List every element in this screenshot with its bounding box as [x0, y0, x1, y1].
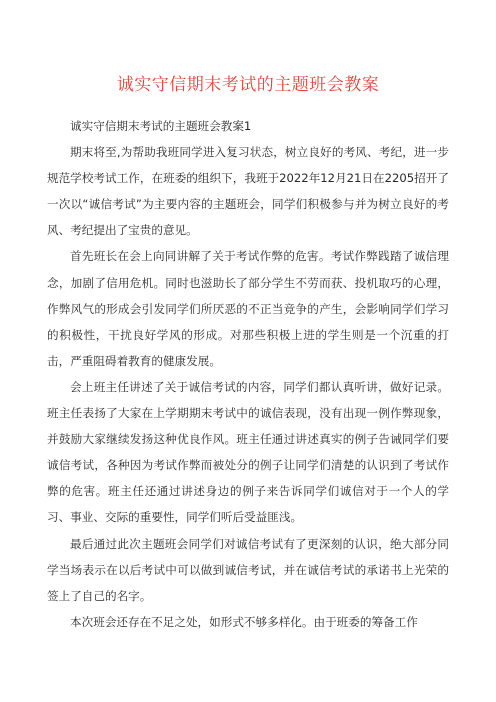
- document-body: [47, 113, 449, 635]
- paragraph-conclusion: 最后通过此次主题班会同学们对诚信考试有了更深刻的认识，绝大部分同学当场表示在以后考试中可以做到诚信考试，并在诚信考试的承诺书上光荣的签上了自己的名字。: [47, 536, 449, 603]
- paragraph-monitor-speech: 首先班长在会上向同讲解了关于考试作弊的危害。考试作弊践踏了诚信理念，加剧了信用危机。同时也滋助长了部分学生不劳而获、投机取巧的心理，作弊风气的形成会引发同学们所厌恶的不正当竞争的产生，会影响同学们学习的积极性，干扰良好学风的形成。对那些积极上进的学生则是一个沉重的打击，严重阻碍着教育的健康发展。: [47, 249, 449, 368]
- paragraph-teacher-speech: 会上班主任讲述了关于诚信考试的内容，同学们都认真听讲，做好记录。班主任表扬了大家在上学期期末考试中的诚信表现，没有出现一例作弊现象，并鼓励大家继续发扬这种优良作风。班主任通过讲述真实的例子告诫同学们要诚信考试，各种因为考试作弊而被处分的例子让同学们清楚的认识到了考试作弊的危害。班主任还通过讲述身边的例子来告诉同学们诚信对于一个人的学习、事业、交际的重要性，同学们听后受益匪浅。: [47, 379, 449, 525]
- lesson-plan-heading: 诚实守信期末考试的主题班会教案1: [70, 119, 252, 133]
- paragraph-shortcomings: 本次班会还存在不足之处，如形式不够多样化。由于班委的筹备工作: [70, 614, 418, 629]
- document-title: 诚实守信期末考试的主题班会教案: [116, 75, 380, 96]
- paragraph-intro: 期末将至,为帮助我班同学进入复习状态，树立良好的考风、考纪，进一步规范学校考试工作，在班委的组织下，我班于2022年12月21日在2205招开了一次以“诚信考试”为主要内容的主题班会，同学们积极参与并为树立良好的考风、考纪提出了宝贵的意见。: [47, 145, 449, 238]
